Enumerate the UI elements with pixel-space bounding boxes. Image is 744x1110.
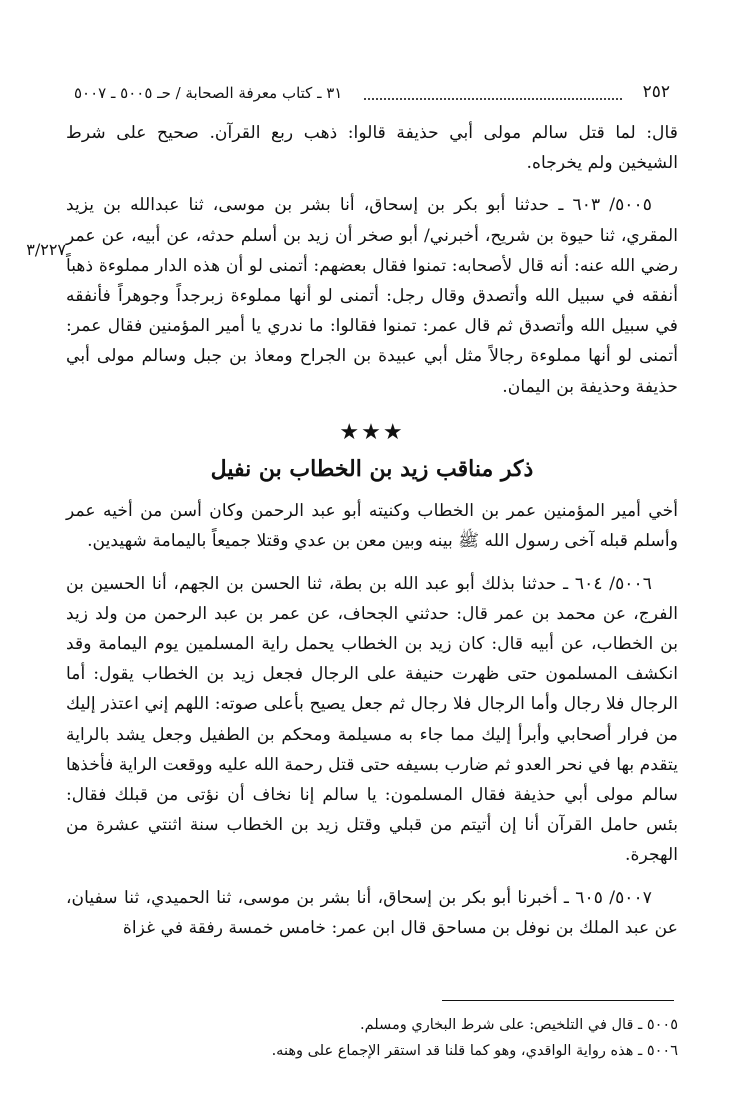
section-divider-stars: ★★★ [339, 419, 405, 445]
hadith-5005: ٥٠٠٥/ ٦٠٣ ـ حدثنا أبو بكر بن إسحاق، أنا بشر بن موسى، ثنا عبدالله بن يزيد المقري، ثنا حيوة بن شريح، أخبرني/ أبو صخر أن زيد بن أسلم حدثه، عن أبيه، عن عمر رضي الله عنه: أنه قال لأصحابه: تمنوا فقال بعضهم: أتمنى لو أن هذه الدار مملوءة ذهباً أنفقه في سبيل الله وأتصدق وقال رجل: أتمنى لو أنها مملوءة زبرجداً وجوهراً فأنفقه في سبيل الله وأتصدق ثم قال عمر: تمنوا فقالوا: ما ندري يا أمير المؤمنين فقال عمر: أتمنى لو أنها مملوءة رجالاً مثل أبي عبيدة بن الجراح ومعاذ بن جبل وسالم مولى أبي حذيفة وحذيفة بن اليمان. [66, 195, 678, 397]
main-text [66, 118, 678, 943]
footnote-5005: ٥٠٠٥ ـ قال في التلخيص: على شرط البخاري ومسلم. [360, 1017, 678, 1033]
page-number: ٢٥٢ [642, 82, 670, 102]
header-dotted-leader [364, 98, 622, 100]
intro-paragraph: أخي أمير المؤمنين عمر بن الخطاب وكنيته أبو عبد الرحمن وكان أسن من أخيه عمر وأسلم قبله آخى رسول الله ﷺ بينه وبين معن بن عدي وقتلا جميعاً باليمامة شهيدين. [66, 501, 678, 552]
footnote-5006: ٥٠٠٦ ـ هذه رواية الواقدي، وهو كما قلنا قد استقر الإجماع على وهنه. [271, 1043, 678, 1059]
hadith-5006: ٥٠٠٦/ ٦٠٤ ـ حدثنا بذلك أبو عبد الله بن بطة، ثنا الحسن بن الجهم، أنا الحسين بن الفرج، عن محمد بن عمر قال: حدثني الجحاف، عن عمر بن عبد الرحمن من ولد زيد بن الخطاب، عن أبيه قال: كان زيد بن الخطاب يحمل راية المسلمين يوم اليمامة وقد انكشف المسلمون حتى ظهرت حنيفة على الرجال فجعل زيد بن الخطاب يقول: أما الرجال فلا رجال وأما الرجال فلا رجال ثم جعل يصيح بأعلى صوته: اللهم إني اعتذر إليك من فرار أصحابي وأبرأ إليك مما جاء به مسيلمة ومحكم بن الطفيل وجعل يشد بالراية يتقدم بها في نحر العدو ثم ضارب بسيفه حتى قتل رحمة الله عليه ووقعت الراية فأخذها سالم مولى أبي حذيفة فقال المسلمون: يا سالم إنا نخاف أن نؤتى من قبلك فقال: بئس حامل القرآن أنا إن أتيتم من قبلي وقتل زيد بن الخطاب سنة اثنتي عشرة من الهجرة. [66, 573, 678, 866]
hadith-5007: ٥٠٠٧/ ٦٠٥ ـ أخبرنا أبو بكر بن إسحاق، أنا بشر بن موسى، ثنا الحميدي، ثنا سفيان، عن عبد الملك بن نوفل بن مساحق قال ابن عمر: خامس خمسة رفقة في غزاة [66, 887, 678, 938]
margin-reference: ٣/٢٢٧ [26, 240, 66, 259]
footnote-separator [442, 1000, 674, 1001]
section-title: ذكر مناقب زيد بن الخطاب بن نفيل [210, 456, 534, 483]
footnotes [66, 1012, 678, 1064]
running-title: ٣١ ـ كتاب معرفة الصحابة / حـ ٥٠٠٥ ـ ٥٠٠٧ [74, 84, 343, 102]
paragraph-1: قال: لما قتل سالم مولى أبي حذيفة قالوا: ذهب ربع القرآن. صحيح على شرط الشيخين ولم يخرجاه. [66, 123, 678, 174]
page-header [74, 82, 670, 110]
